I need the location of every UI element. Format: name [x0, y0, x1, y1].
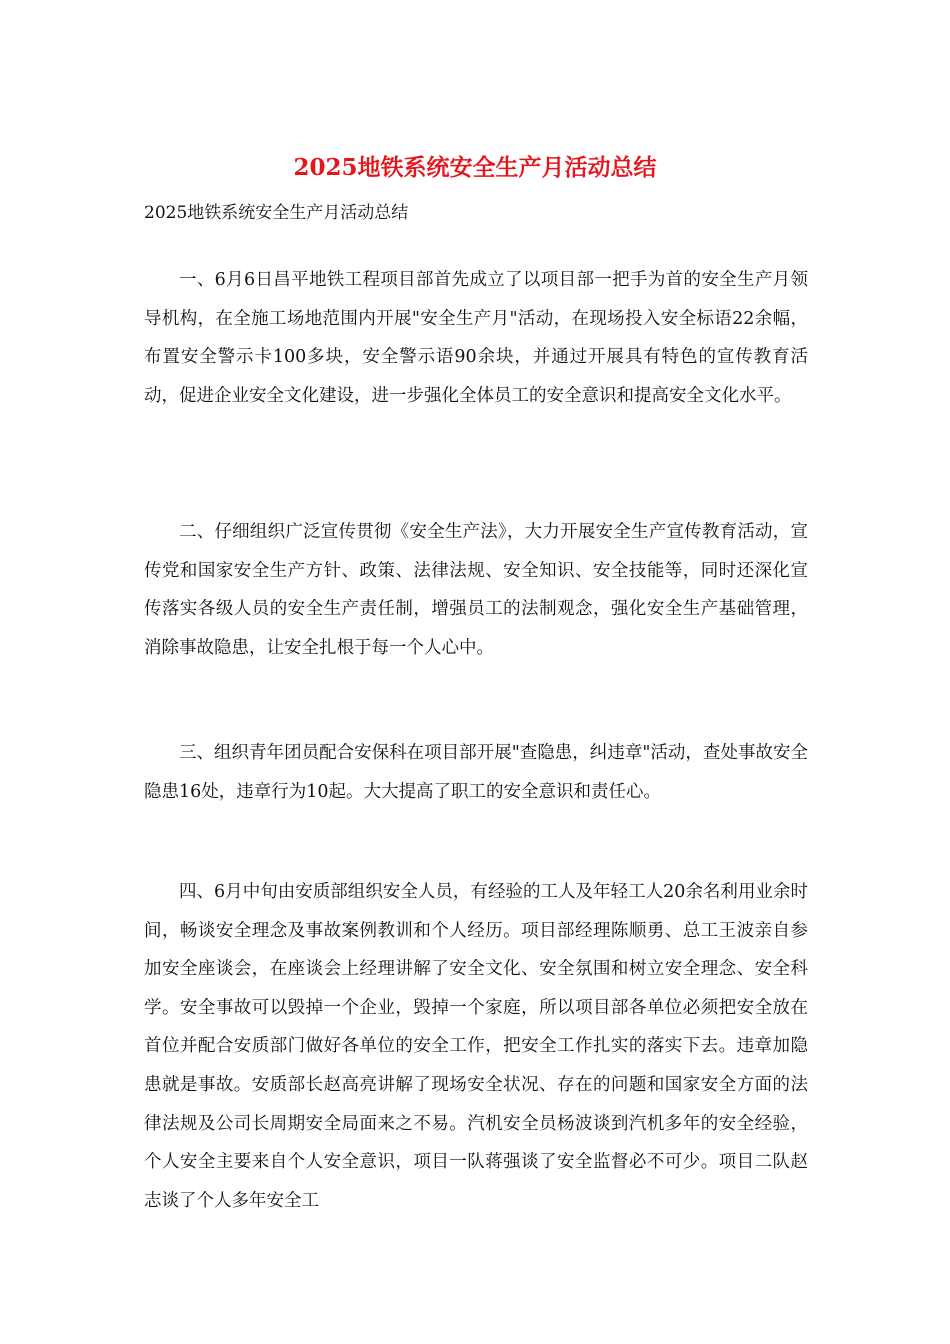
paragraph-2: 二、仔细组织广泛宣传贯彻《安全生产法》，大力开展安全生产宣传教育活动，宣传党和国家安全生产方针、政策、法律法规、安全知识、安全技能等，同时还深化宣传落实各级人员的安全生产责任制，增强员工的法制观念，强化安全生产基础管理，消除事故隐患，让安全扎根于每一个人心中。	[144, 522, 808, 658]
document-subtitle: 2025地铁系统安全生产月活动总结	[144, 203, 409, 223]
paragraph-4: 四、6月中旬由安质部组织安全人员，有经验的工人及年轻工人20余名利用业余时间，畅谈安全理念及事故案例教训和个人经历。项目部经理陈顺勇、总工王波亲自参加安全座谈会，在座谈会上经理讲解了安全文化、安全氛围和树立安全理念、安全科学。安全事故可以毁掉一个企业，毁掉一个家庭，所以项目部各单位必须把安全放在首位并配合安质部门做好各单位的安全工作，把安全工作扎实的落实下去。违章加隐患就是事故。安质部长赵高亮讲解了现场安全状况、存在的问题和国家安全方面的法律法规及公司长周期安全局面来之不易。汽机安全员杨波谈到汽机多年的安全经验，个人安全主要来自个人安全意识，项目一队蒋强谈了安全监督必不可少。项目二队赵志谈了个人多年安全工	[144, 882, 808, 1211]
paragraph-1: 一、6月6日昌平地铁工程项目部首先成立了以项目部一把手为首的安全生产月领导机构，在全施工场地范围内开展"安全生产月"活动，在现场投入安全标语22余幅，布置安全警示卡100多块，安全警示语90余块，并通过开展具有特色的宣传教育活动，促进企业安全文化建设，进一步强化全体员工的安全意识和提高安全文化水平。	[144, 270, 808, 406]
document-title: 2025地铁系统安全生产月活动总结	[293, 154, 657, 181]
paragraph-3: 三、组织青年团员配合安保科在项目部开展"查隐患，纠违章"活动，查处事故安全隐患16处，违章行为10起。大大提高了职工的安全意识和责任心。	[144, 743, 808, 802]
